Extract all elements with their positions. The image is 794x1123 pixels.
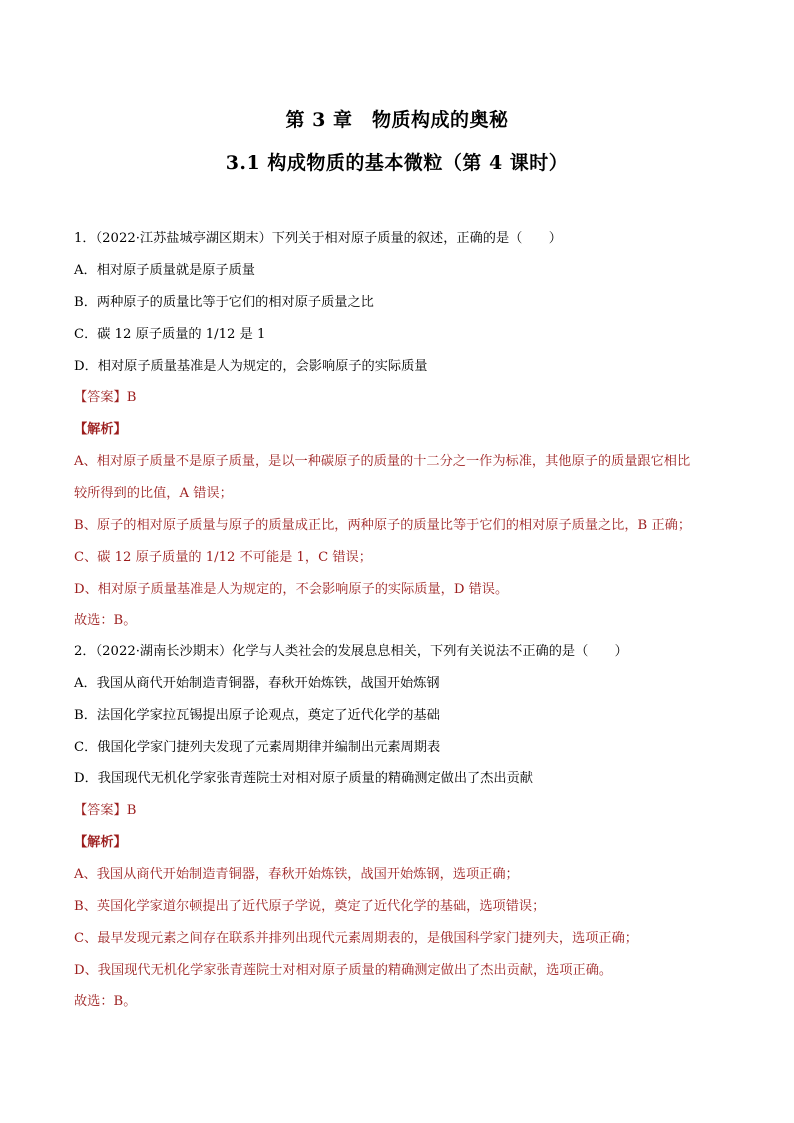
question-1-answer: 【答案】B (74, 390, 137, 405)
question-1-analysis-line: D、相对原子质量基准是人为规定的，不会影响原子的实际质量，D 错误。 (74, 582, 509, 597)
question-2-option-c: C．俄国化学家门捷列夫发现了元素周期律并编制出元素周期表 (74, 740, 441, 755)
question-1-analysis-line: B、原子的相对原子质量与原子的质量成正比，两种原子的质量比等于它们的相对原子质量之比，B 正确； (74, 518, 692, 533)
question-2-analysis-line: C、最早发现元素之间存在联系并排列出现代元素周期表的，是俄国科学家门捷列夫，选项正确； (74, 931, 638, 946)
question-2-analysis-line: D、我国现代无机化学家张青莲院士对相对原子质量的精确测定做出了杰出贡献，选项正确。 (74, 963, 613, 978)
question-1-analysis-line: A、相对原子质量不是原子质量，是以一种碳原子的质量的十二分之一作为标准，其他原子的质量跟它相比 (74, 454, 691, 469)
question-2-option-b: B．法国化学家拉瓦锡提出原子论观点，奠定了近代化学的基础 (74, 708, 440, 723)
question-2-option-a: A．我国从商代开始制造青铜器，春秋开始炼铁，战国开始炼钢 (74, 676, 440, 691)
chapter-title: 第 3 章 物质构成的奥秘 (285, 109, 509, 131)
question-2-stem: 2．（2022·湖南长沙期末）化学与人类社会的发展息息相关，下列有关说法不正确的是（ ） (74, 644, 628, 659)
section-title: 3.1 构成物质的基本微粒（第 4 课时） (225, 152, 569, 174)
question-1-option-b: B．两种原子的质量比等于它们的相对原子质量之比 (74, 295, 374, 310)
question-2-choice: 故选：B。 (74, 994, 137, 1009)
question-2-option-d: D．我国现代无机化学家张青莲院士对相对原子质量的精确测定做出了杰出贡献 (74, 771, 533, 786)
question-2-analysis-label: 【解析】 (74, 835, 127, 850)
question-2-answer: 【答案】B (74, 803, 137, 818)
question-1-choice: 故选：B。 (74, 613, 137, 628)
question-1-analysis-label: 【解析】 (74, 422, 127, 437)
question-1-analysis-line: C、碳 12 原子质量的 1/12 不可能是 1，C 错误； (74, 550, 372, 565)
question-1-stem: 1．（2022·江苏盐城亭湖区期末）下列关于相对原子质量的叙述，正确的是（ ） (74, 231, 562, 246)
question-2-analysis-line: A、我国从商代开始制造青铜器，春秋开始炼铁，战国开始炼钢，选项正确； (74, 867, 519, 882)
question-1-option-a: A．相对原子质量就是原子质量 (74, 263, 255, 278)
question-1-option-d: D．相对原子质量基准是人为规定的，会影响原子的实际质量 (74, 359, 428, 374)
question-1-option-c: C．碳 12 原子质量的 1/12 是 1 (74, 327, 266, 342)
question-1-analysis-line: 较所得到的比值，A 错误； (74, 486, 233, 501)
question-2-analysis-line: B、英国化学家道尔顿提出了近代原子学说，奠定了近代化学的基础，选项错误； (74, 899, 546, 914)
